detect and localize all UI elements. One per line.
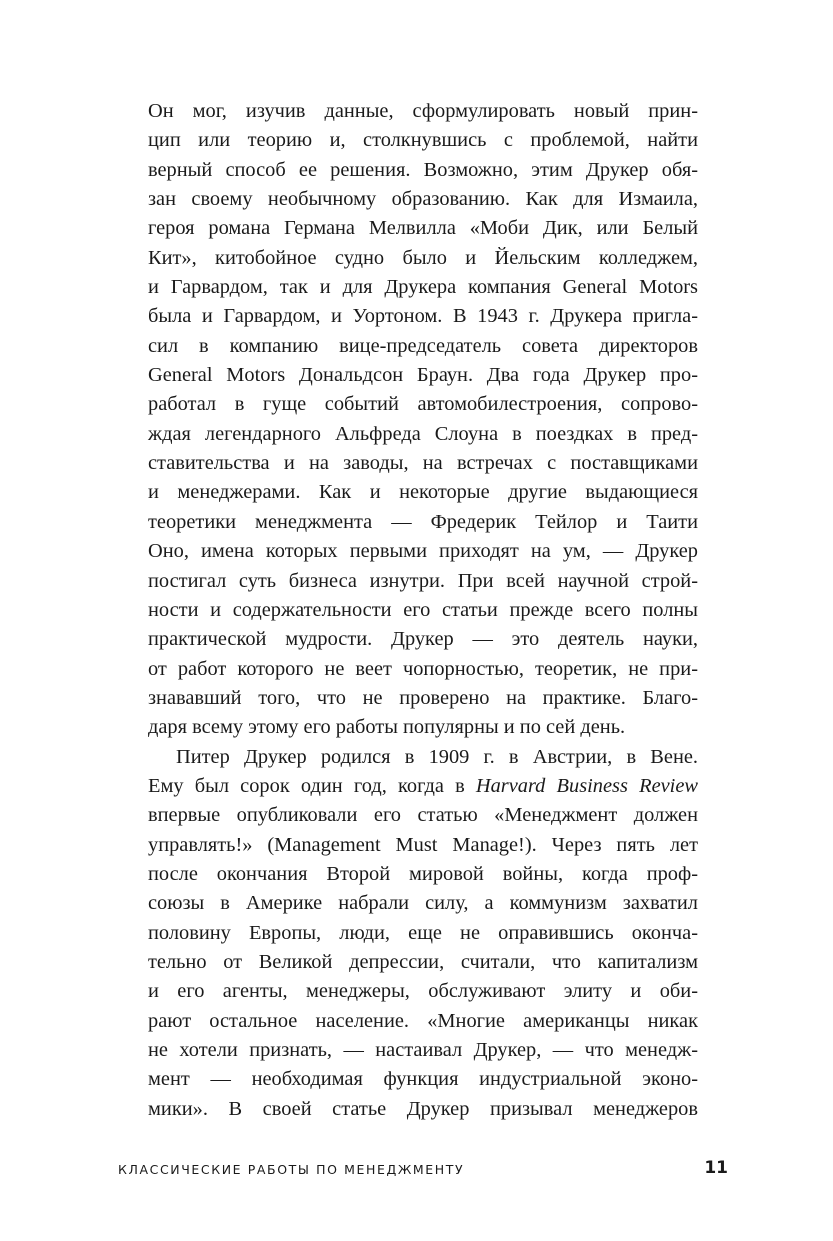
text-line-content: половину Европы, люди, еще не оправившись оконча- — [148, 921, 698, 944]
text-line — [148, 156, 698, 185]
text-line-content: знававший того, что не проверено на практике. Благо- — [148, 686, 698, 709]
page-number: 11 — [704, 1158, 728, 1178]
text-line — [148, 214, 698, 243]
text-line — [148, 801, 698, 830]
text-line — [148, 390, 698, 419]
text-line-content: от работ которого не веет чопорностью, теоретик, не при- — [148, 657, 698, 680]
text-line-content: Питер Друкер родился в 1909 г. в Австрии, в Вене. — [176, 745, 698, 768]
text-line-content: мики». В своей статье Друкер призывал менеджеров — [148, 1097, 698, 1120]
text-line — [148, 126, 698, 155]
text-line — [148, 977, 698, 1006]
page-footer — [118, 1158, 728, 1186]
text-line-content: и менеджерами. Как и некоторые другие выдающиеся — [148, 481, 698, 504]
text-line-content: цип или теорию и, столкнувшись с проблемой, найти — [148, 129, 698, 152]
text-line — [148, 302, 698, 331]
text-line-content: Оно, имена которых первыми приходят на ум, — Друкер — [148, 540, 698, 563]
text-line — [148, 625, 698, 654]
text-line-content: ждая легендарного Альфреда Слоуна в поездках в пред- — [148, 422, 698, 445]
text-line-content: зан своему необычному образованию. Как для Измаила, — [148, 188, 698, 211]
text-line — [148, 713, 698, 742]
text-line — [148, 948, 698, 977]
text-line-content: работал в гуще событий автомобилестроения, сопрово- — [148, 393, 698, 416]
text-line — [148, 449, 698, 478]
text-line — [148, 1007, 698, 1036]
text-line — [148, 743, 698, 772]
text-line — [148, 1036, 698, 1065]
text-line — [148, 420, 698, 449]
text-line — [148, 860, 698, 889]
body-text — [148, 97, 698, 1124]
text-line — [148, 596, 698, 625]
text-line — [148, 772, 698, 801]
text-line — [148, 185, 698, 214]
journal-title: Harvard Business Review — [475, 774, 698, 797]
text-line-content: рают остальное население. «Многие американцы никак — [148, 1009, 698, 1032]
text-line — [148, 1095, 698, 1124]
text-line-content: мент — необходимая функция индустриальной эконо- — [148, 1068, 698, 1091]
text-line-content: ности и содержательности его статьи прежде всего полны — [148, 598, 698, 621]
text-line-content: не хотели признать, — настаивал Друкер, — что менедж- — [148, 1039, 698, 1061]
text-line-content: ставительства и на заводы, на встречах с поставщиками — [148, 452, 698, 475]
text-line — [148, 332, 698, 361]
text-line — [148, 655, 698, 684]
text-line-content: и его агенты, менеджеры, обслуживают элиту и оби- — [148, 980, 698, 1003]
text-line-content: после окончания Второй мировой войны, когда проф- — [148, 862, 698, 885]
text-line-content: героя романа Германа Мелвилла «Моби Дик, или Белый — [148, 217, 698, 240]
text-line — [148, 244, 698, 273]
text-line-content: и Гарвардом, так и для Друкера компания General Motors — [148, 276, 698, 299]
text-line-content: союзы в Америке набрали силу, а коммунизм захватил — [148, 892, 698, 915]
text-line — [148, 537, 698, 566]
text-line — [148, 684, 698, 713]
text-line-content: тельно от Великой депрессии, считали, что капитализм — [148, 950, 698, 973]
text-line-content: сил в компанию вице-председатель совета директоров — [148, 334, 698, 357]
text-line — [148, 1065, 698, 1094]
text-line — [148, 97, 698, 126]
text-line-content: верный способ ее решения. Возможно, этим Друкер обя- — [148, 158, 698, 181]
text-line — [148, 919, 698, 948]
text-line — [148, 889, 698, 918]
text-line-content: практической мудрости. Друкер — это деятель науки, — [148, 628, 698, 651]
text-line — [148, 273, 698, 302]
text-line-content: даря всему этому его работы популярны и по сей день. — [148, 716, 626, 739]
text-line — [148, 567, 698, 596]
text-line-content: управлять!» (Management Must Manage!). Через пять лет — [148, 833, 698, 856]
text-line — [148, 508, 698, 537]
running-head: КЛАССИЧЕСКИЕ РАБОТЫ ПО МЕНЕДЖМЕНТУ — [118, 1162, 465, 1177]
text-line-content: постигал суть бизнеса изнутри. При всей научной строй- — [148, 569, 698, 592]
text-line — [148, 478, 698, 507]
text-line — [148, 831, 698, 860]
text-line-content: Ему был сорок один год, когда в — [148, 774, 476, 797]
text-line-content: Кит», китобойное судно было и Йельским колледжем, — [148, 246, 698, 269]
text-line-content: была и Гарвардом, и Уортоном. В 1943 г. Друкера пригла- — [148, 305, 698, 328]
text-line-content: General Motors Дональдсон Браун. Два года Друкер про- — [148, 364, 698, 387]
text-line-content: Он мог, изучив данные, сформулировать новый прин- — [148, 100, 698, 122]
text-line — [148, 361, 698, 390]
text-line-content: теоретики менеджмента — Фредерик Тейлор и Таити — [148, 510, 698, 533]
text-line-content: впервые опубликовали его статью «Менеджмент должен — [148, 804, 698, 827]
